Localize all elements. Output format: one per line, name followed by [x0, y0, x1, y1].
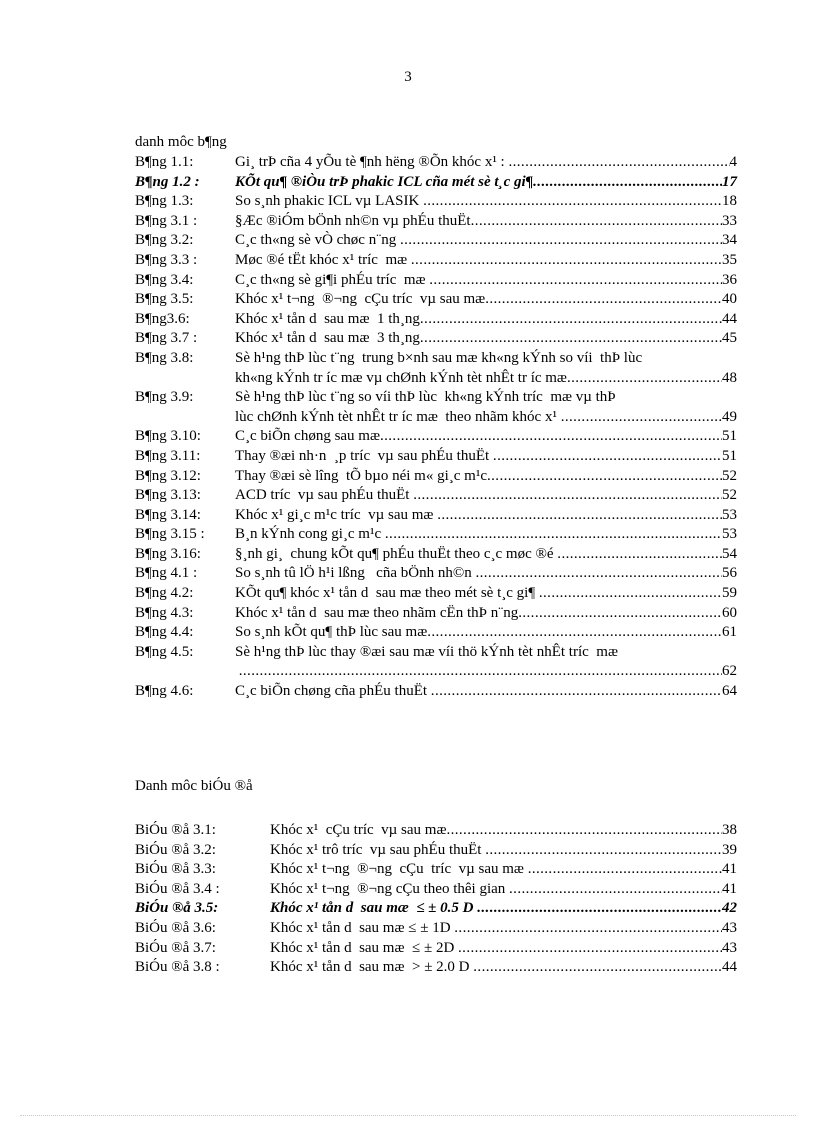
entry-title: Khóc x¹ tån d sau mæ ≤ ± 1D	[270, 919, 455, 936]
entry-label: B¶ng 1.3:	[135, 193, 194, 210]
entry-title-line1: Sè h¹ng thÞ lùc thay ®æi sau mæ víi thö kÝnh tèt nhÊt tríc mæ	[235, 643, 618, 660]
entry-title: C¸c th«ng sè gi¶i phÉu tríc mæ	[235, 271, 430, 288]
entry-title: Khóc x¹ cÇu tríc vµ sau mæ	[270, 822, 447, 838]
dot-leader	[420, 329, 722, 349]
entry-label: B¶ng 3.16:	[135, 545, 201, 562]
table-entry	[135, 427, 737, 447]
entry-page-number: 51	[722, 428, 737, 445]
entry-title: Thay ®æi sè lîng tÕ bµo néi m« gi¸c m¹c	[235, 467, 487, 484]
entry-page-number: 48	[722, 369, 737, 386]
entry-title: So s¸nh phakic ICL vµ LASIK	[235, 193, 424, 210]
entry-label: B¶ng 3.8:	[135, 349, 194, 366]
entry-page-number: 38	[722, 822, 737, 838]
figure-entry	[135, 821, 737, 841]
entry-page-number: 56	[722, 565, 737, 582]
dot-leader	[429, 271, 722, 291]
entry-page-number: 35	[722, 251, 737, 268]
entry-page-number: 44	[722, 959, 737, 976]
entry-label: BiÓu ®å 3.3:	[135, 861, 216, 878]
table-entry	[135, 545, 737, 565]
entry-title: C¸c biÕn chøng sau mæ	[235, 428, 380, 445]
entry-label: BiÓu ®å 3.1:	[135, 822, 216, 838]
entry-page-number: 45	[722, 330, 737, 347]
table-entry	[135, 584, 737, 604]
table-entry	[135, 623, 737, 643]
entry-title: C¸c biÕn chøng cña phÉu thuËt	[235, 683, 431, 700]
dot-leader	[431, 682, 722, 702]
entry-title: Khóc x¹ tån d sau mæ ≤ ± 0.5 D	[270, 900, 478, 917]
entry-label: BiÓu ®å 3.4 :	[135, 880, 220, 897]
entry-title: §Æc ®iÓm bÖnh nh©n vµ phÉu thuËt	[235, 212, 471, 229]
dot-leader	[518, 604, 722, 624]
entry-page-number: 53	[722, 526, 737, 543]
entry-label: B¶ng 4.6:	[135, 683, 194, 700]
entry-label: B¶ng 3.4:	[135, 271, 194, 288]
entry-title: Khóc x¹ t¬ng ®¬ng cÇu theo thêi gian	[270, 880, 510, 897]
dot-leader	[411, 251, 722, 271]
dot-leader	[471, 212, 722, 232]
heading-spacer	[135, 797, 737, 821]
table-entry	[135, 310, 737, 330]
entry-title: Khóc x¹ t¬ng ®¬ng cÇu tríc vµ sau mæ	[235, 291, 486, 308]
table-entry	[135, 467, 737, 487]
entry-title: Khóc x¹ trô tríc vµ sau phÉu thuËt	[270, 841, 486, 858]
dot-leader	[477, 899, 722, 919]
entry-title: Gi¸ trÞ cña 4 yÕu tè ¶nh hëng ®Õn khóc x¹ :	[235, 154, 509, 170]
dot-leader	[557, 545, 722, 565]
table-entry	[135, 212, 737, 232]
dot-leader	[413, 486, 722, 506]
entry-label: B¶ng 1.1:	[135, 154, 194, 170]
dot-leader	[446, 821, 722, 841]
tables-heading: danh môc b¶ng	[135, 134, 227, 150]
page-number: 3	[404, 69, 412, 85]
dot-leader	[561, 408, 722, 428]
entry-label: B¶ng 4.3:	[135, 604, 194, 621]
dot-leader	[567, 369, 722, 389]
dot-leader	[493, 447, 722, 467]
entry-title: lùc chØnh kÝnh tèt nhÊt tr íc mæ theo nhãm khóc x¹	[235, 408, 561, 425]
entry-page-number: 49	[722, 408, 737, 425]
entry-page-number: 40	[722, 291, 737, 308]
table-entry	[135, 486, 737, 506]
entry-label: B¶ng 4.4:	[135, 624, 194, 641]
entry-page-number: 18	[722, 193, 737, 210]
entry-label: B¶ng 4.2:	[135, 585, 194, 602]
entry-title: ACD tríc vµ sau phÉu thuËt	[235, 487, 414, 504]
entry-page-number: 4	[729, 154, 737, 170]
entry-label: B¶ng 3.11:	[135, 447, 201, 464]
table-entry	[135, 682, 737, 702]
entry-label: BiÓu ®å 3.7:	[135, 939, 216, 956]
dot-leader	[508, 153, 729, 173]
table-entry	[135, 251, 737, 271]
dot-leader	[437, 506, 722, 526]
entry-label: BiÓu ®å 3.2:	[135, 841, 216, 858]
entry-title: Khóc x¹ t¬ng ®¬ng cÇu tríc vµ sau mæ	[270, 861, 528, 878]
entry-page-number: 60	[722, 604, 737, 621]
figure-entry	[135, 841, 737, 861]
figure-entry	[135, 860, 737, 880]
entry-title: Khóc x¹ tån d sau mæ > ± 2.0 D	[270, 959, 474, 976]
table-entry	[135, 290, 737, 310]
table-entry	[135, 153, 737, 173]
entry-title: KÕt qu¶ ®iÒu trÞ phakic ICL cña mét sè t¸c gi¶	[235, 173, 534, 190]
entry-page-number: 64	[722, 683, 737, 700]
dot-leader	[423, 192, 722, 212]
entry-page-number: 36	[722, 271, 737, 288]
entry-page-number: 44	[722, 310, 737, 327]
figures-heading: Danh môc biÓu ®å	[135, 778, 253, 794]
entry-page-number: 41	[722, 861, 737, 878]
tables-list	[135, 153, 737, 702]
entry-page-number: 39	[722, 841, 737, 858]
entry-title: §¸nh gi¸ chung kÕt qu¶ phÉu thuËt theo c¸c møc ®é	[235, 545, 558, 562]
entry-page-number: 54	[722, 545, 737, 562]
entry-label: B¶ng 3.10:	[135, 428, 201, 445]
figure-entry	[135, 939, 737, 959]
entry-page-number: 51	[722, 447, 737, 464]
entry-label: B¶ng 3.13:	[135, 487, 201, 504]
table-entry	[135, 604, 737, 624]
dot-leader	[509, 880, 722, 900]
table-entry	[135, 525, 737, 545]
dot-leader	[454, 919, 722, 939]
table-entry	[135, 643, 737, 682]
entry-page-number: 17	[722, 173, 737, 190]
entry-title: B¸n kÝnh cong gi¸c m¹c	[235, 526, 385, 543]
dot-leader	[473, 958, 722, 978]
entry-title: Khóc x¹ tån d sau mæ 1 th¸ng	[235, 310, 420, 327]
dot-leader	[533, 173, 722, 193]
entry-label: B¶ng 3.14:	[135, 506, 201, 523]
entry-title: Møc ®é tËt khóc x¹ tríc mæ	[235, 251, 411, 268]
entry-page-number: 43	[722, 939, 737, 956]
entry-label: B¶ng 4.5:	[135, 643, 194, 660]
entry-title: Khóc x¹ tån d sau mæ theo nhãm cËn thÞ n¨ng	[235, 604, 519, 621]
dot-leader	[528, 860, 722, 880]
entry-label: BiÓu ®å 3.5:	[135, 900, 219, 917]
entry-title-line1: Sè h¹ng thÞ lùc t¨ng so víi thÞ lùc kh«ng kÝnh tríc mæ vµ thÞ	[235, 389, 616, 406]
dot-leader	[385, 525, 722, 545]
figure-entry	[135, 958, 737, 978]
figure-entry	[135, 919, 737, 939]
entry-label: B¶ng3.6:	[135, 310, 190, 327]
entry-title: C¸c th«ng sè vÒ chøc n¨ng	[235, 232, 400, 249]
entry-label: B¶ng 3.5:	[135, 291, 194, 308]
entry-label: BiÓu ®å 3.8 :	[135, 959, 220, 976]
entry-page-number: 42	[722, 900, 737, 917]
figures-list	[135, 821, 737, 978]
entry-label: B¶ng 3.15 :	[135, 526, 205, 543]
figure-entry	[135, 880, 737, 900]
dot-leader	[539, 584, 722, 604]
entry-page-number: 62	[722, 663, 737, 680]
dot-leader	[458, 939, 722, 959]
table-entry	[135, 388, 737, 427]
entry-page-number: 52	[722, 467, 737, 484]
entry-title: Khóc x¹ tån d sau mæ 3 th¸ng	[235, 330, 420, 347]
entry-page-number: 34	[722, 232, 737, 249]
entry-label: B¶ng 3.3 :	[135, 251, 198, 268]
entry-page-number: 33	[722, 212, 737, 229]
dot-leader	[485, 290, 722, 310]
table-entry	[135, 564, 737, 584]
dot-leader	[485, 841, 722, 861]
entry-title: So s¸nh tû lÖ h¹i lßng cña bÖnh nh©n	[235, 565, 476, 582]
list-of-figures	[135, 777, 737, 978]
page-bottom-rule	[20, 1115, 796, 1116]
entry-page-number: 52	[722, 487, 737, 504]
entry-label: B¶ng 3.12:	[135, 467, 201, 484]
entry-title: Khóc x¹ tån d sau mæ ≤ ± 2D	[270, 939, 459, 956]
entry-label: B¶ng 3.2:	[135, 232, 194, 249]
table-entry	[135, 173, 737, 193]
table-entry	[135, 329, 737, 349]
entry-title: KÕt qu¶ khóc x¹ tån d sau mæ theo mét sè t¸c gi¶	[235, 585, 539, 602]
table-entry	[135, 349, 737, 388]
table-entry	[135, 231, 737, 251]
dot-leader	[475, 564, 722, 584]
entry-title: Thay ®æi nh·n ¸p tríc vµ sau phÉu thuËt	[235, 447, 493, 464]
entry-label: B¶ng 4.1 :	[135, 565, 198, 582]
figure-entry	[135, 899, 737, 919]
entry-title: kh«ng kÝnh tr íc mæ vµ chØnh kÝnh tèt nhÊt tr íc mæ	[235, 369, 567, 386]
table-entry	[135, 447, 737, 467]
dot-leader	[420, 310, 722, 330]
entry-page-number: 59	[722, 585, 737, 602]
entry-label: B¶ng 3.9:	[135, 389, 194, 406]
list-of-tables	[135, 133, 737, 702]
entry-page-number: 53	[722, 506, 737, 523]
entry-label: B¶ng 3.7 :	[135, 330, 198, 347]
entry-title-line1: Sè h¹ng thÞ lùc t¨ng trung b×nh sau mæ kh«ng kÝnh so víi thÞ lùc	[235, 349, 643, 366]
table-entry	[135, 506, 737, 526]
table-entry	[135, 192, 737, 212]
entry-label: B¶ng 1.2 :	[135, 173, 200, 190]
dot-leader	[400, 231, 722, 251]
entry-page-number: 61	[722, 624, 737, 641]
dot-leader	[487, 467, 722, 487]
dot-leader	[239, 662, 722, 682]
entry-page-number: 43	[722, 919, 737, 936]
entry-label: BiÓu ®å 3.6:	[135, 919, 216, 936]
entry-page-number: 41	[722, 880, 737, 897]
entry-title: So s¸nh kÕt qu¶ thÞ lùc sau mæ	[235, 624, 428, 641]
entry-label: B¶ng 3.1 :	[135, 212, 198, 229]
dot-leader	[380, 427, 722, 447]
dot-leader	[427, 623, 722, 643]
entry-title: Khóc x¹ gi¸c m¹c tríc vµ sau mæ	[235, 506, 438, 523]
table-entry	[135, 271, 737, 291]
